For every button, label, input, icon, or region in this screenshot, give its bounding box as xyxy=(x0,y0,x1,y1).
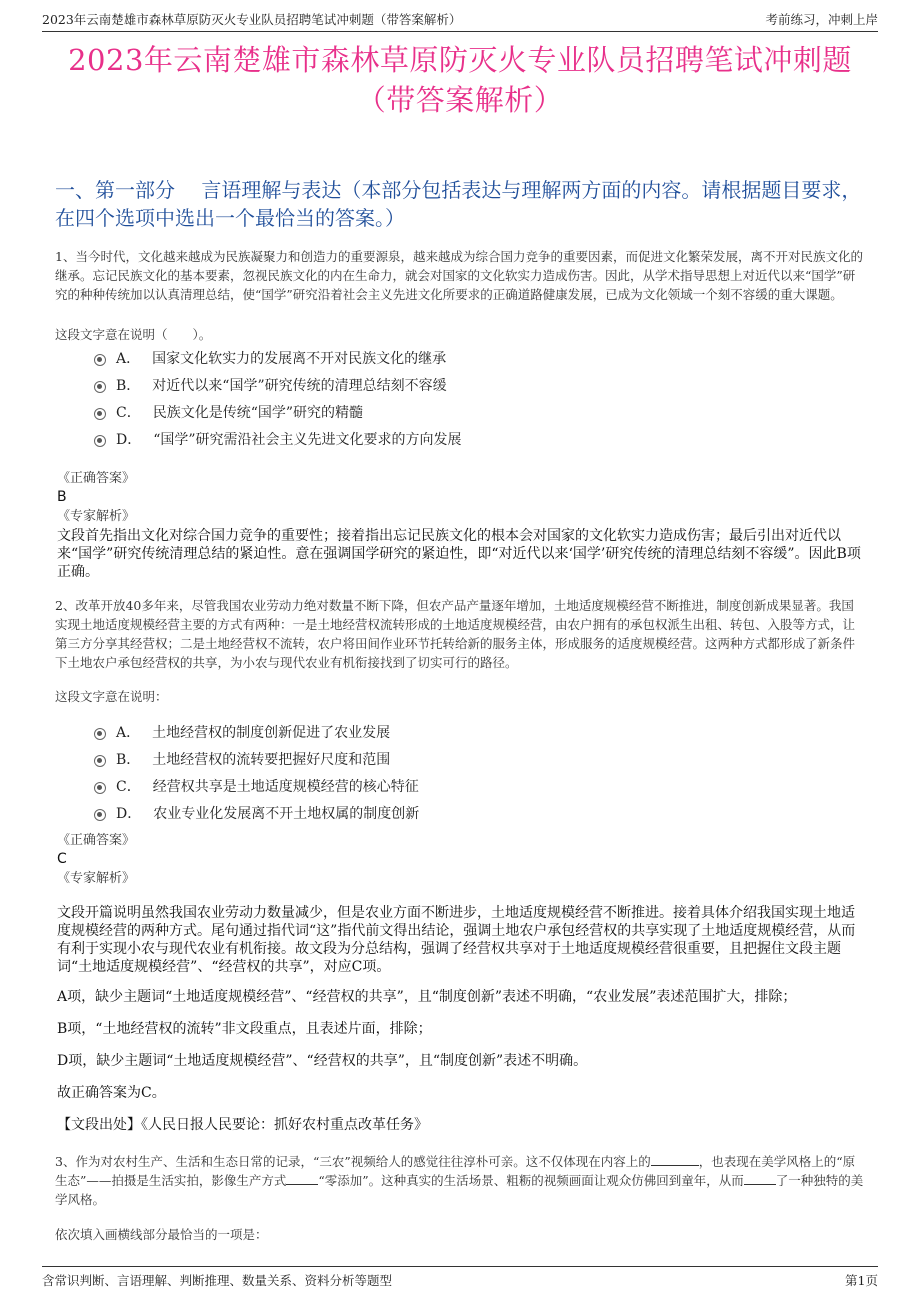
page-number: 第1页 xyxy=(845,1273,878,1288)
option-a[interactable]: A． 土地经营权的制度创新促进了农业发展 xyxy=(94,718,419,745)
answer-label: 《正确答案》 xyxy=(57,471,136,486)
radio-icon[interactable] xyxy=(94,381,106,393)
footer-note: 含常识判断、言语理解、判断推理、数量关系、资料分析等题型 xyxy=(42,1273,393,1288)
option-d[interactable]: D． 农业专业化发展离不开土地权属的制度创新 xyxy=(94,799,419,826)
radio-icon[interactable] xyxy=(94,809,106,821)
question-3-stem: 3、作为对农村生产、生活和生态日常的记录，“三农”视频给人的感觉往往淳朴可亲。这不仅体现在内容上的 ，也表现在美学风格上的“原生态”——拍摄是生活实拍，影像生产方式 “零添加”。这种真实的生活场景、粗粝的视频画面让观众仿佛回到童年，从而 了一种独特的美学风格。 xyxy=(55,1154,864,1207)
analysis-text: 文段首先指出文化对综合国力竞争的重要性；接着指出忘记民族文化的根本会对国家的文化软实力造成伤害；最后引出对近代以来“国学”研究传统清理总结的紧迫性。意在强调国学研究的紧迫性，即“对近代以来‘国学’研究传统的清理总结刻不容缓”。因此B项正确。 xyxy=(57,528,861,580)
answer-label: 《正确答案》 xyxy=(57,833,136,848)
analysis-paragraph-5: 故正确答案为C。 xyxy=(57,1085,166,1101)
radio-icon[interactable] xyxy=(94,728,106,740)
question-2-stem: 2、改革开放40多年来，尽管我国农业劳动力绝对数量不断下降，但农产品产量逐年增加，土地适度规模经营不断推进，制度创新成果显著。我国实现土地适度规模经营主要的方式有两种：一是土地经营权流转形成的土地适度规模经营，由农户拥有的承包权派生出租、转包、入股等方式，让第三方分享其经营权；二是土地经营权不流转，农户将田间作业环节托转给新的服务主体，形成服务的适度规模经营。这两种方式都形成了新条件下土地农户承包经营权的共享，为小农与现代农业有机衔接找到了切实可行的路径。 xyxy=(55,598,856,670)
question-3-prompt: 依次填入画横线部分最恰当的一项是： xyxy=(55,1227,268,1242)
analysis-paragraph-3: B项，“土地经营权的流转”非文段重点，且表述片面，排除； xyxy=(57,1021,432,1037)
title-line-2: （带答案解析） xyxy=(356,83,564,117)
question-2-options xyxy=(94,718,419,826)
question-2-prompt: 这段文字意在说明： xyxy=(55,689,168,704)
analysis-paragraph-2: A项，缺少主题词“土地适度规模经营”、“经营权的共享”，且“制度创新”表述不明确，“农业发展”表述范围扩大，排除； xyxy=(57,989,797,1005)
header-slogan: 考前练习，冲刺上岸 xyxy=(765,12,878,27)
radio-icon[interactable] xyxy=(94,782,106,794)
title-line-1: 2023年云南楚雄市森林草原防灭火专业队员招聘笔试冲刺题 xyxy=(68,43,852,77)
analysis-paragraph-1: 文段开篇说明虽然我国农业劳动力数量减少，但是农业方面不断进步，土地适度规模经营不断推进。接着具体介绍我国实现土地适度规模经营的两种方式。尾句通过指代词“这”指代前文得出结论，强调土地农户承包经营权的共享实现了土地适度规模经营，从而有利于实现小农与现代农业有机衔接。故文段为分总结构，强调了经营权共享对于土地适度规模经营很重要，且把握住文段主题词“土地适度规模经营”、“经营权的共享”，对应C项。 xyxy=(57,905,856,975)
option-c[interactable]: C． 民族文化是传统“国学”研究的精髓 xyxy=(94,398,462,425)
blank-1[interactable] xyxy=(651,1154,699,1166)
radio-icon[interactable] xyxy=(94,408,106,420)
radio-icon[interactable] xyxy=(94,755,106,767)
page-header xyxy=(42,10,878,32)
source-citation: 【文段出处】《人民日报人民要论：抓好农村重点改革任务》 xyxy=(57,1117,428,1133)
analysis-paragraph-4: D项，缺少主题词“土地适度规模经营”、“经营权的共享”，且“制度创新”表述不明确。 xyxy=(57,1053,588,1069)
option-a[interactable]: A． 国家文化软实力的发展离不开对民族文化的继承 xyxy=(94,344,462,371)
document-title xyxy=(40,40,880,120)
analysis-label: 《专家解析》 xyxy=(57,509,136,524)
radio-icon[interactable] xyxy=(94,435,106,447)
page-footer xyxy=(42,1266,878,1294)
question-1-stem: 1、当今时代，文化越来越成为民族凝聚力和创造力的重要源泉，越来越成为综合国力竞争的重要因素，而促进文化繁荣发展，离不开对民族文化的继承。忘记民族文化的基本要素，忽视民族文化的内在生命力，就会对国家的文化软实力造成伤害。因此，从学术指导思想上对近代以来“国学”研究的种种传统加以认真清理总结，使“国学”研究沿着社会主义先进文化所要求的正确道路健康发展，已成为文化领域一个刻不容缓的重大课题。 xyxy=(55,249,863,302)
option-c[interactable]: C． 经营权共享是土地适度规模经营的核心特征 xyxy=(94,772,419,799)
header-title: 2023年云南楚雄市森林草原防灭火专业队员招聘笔试冲刺题（带答案解析） xyxy=(42,12,462,27)
correct-answer: B xyxy=(57,489,67,505)
option-d[interactable]: D． “国学”研究需沿社会主义先进文化要求的方向发展 xyxy=(94,425,462,452)
blank-3[interactable] xyxy=(744,1173,776,1185)
option-b[interactable]: B． 土地经营权的流转要把握好尺度和范围 xyxy=(94,745,419,772)
question-1-prompt: 这段文字意在说明（ ）。 xyxy=(55,327,212,342)
blank-2[interactable] xyxy=(286,1173,318,1185)
section-heading: 一、第一部分 言语理解与表达（本部分包括表达与理解两方面的内容。请根据题目要求，在四个选项中选出一个最恰当的答案。） xyxy=(55,178,862,230)
question-1-options xyxy=(94,344,462,452)
option-b[interactable]: B． 对近代以来“国学”研究传统的清理总结刻不容缓 xyxy=(94,371,462,398)
correct-answer: C xyxy=(57,851,67,867)
radio-icon[interactable] xyxy=(94,354,106,366)
analysis-label: 《专家解析》 xyxy=(57,871,136,886)
